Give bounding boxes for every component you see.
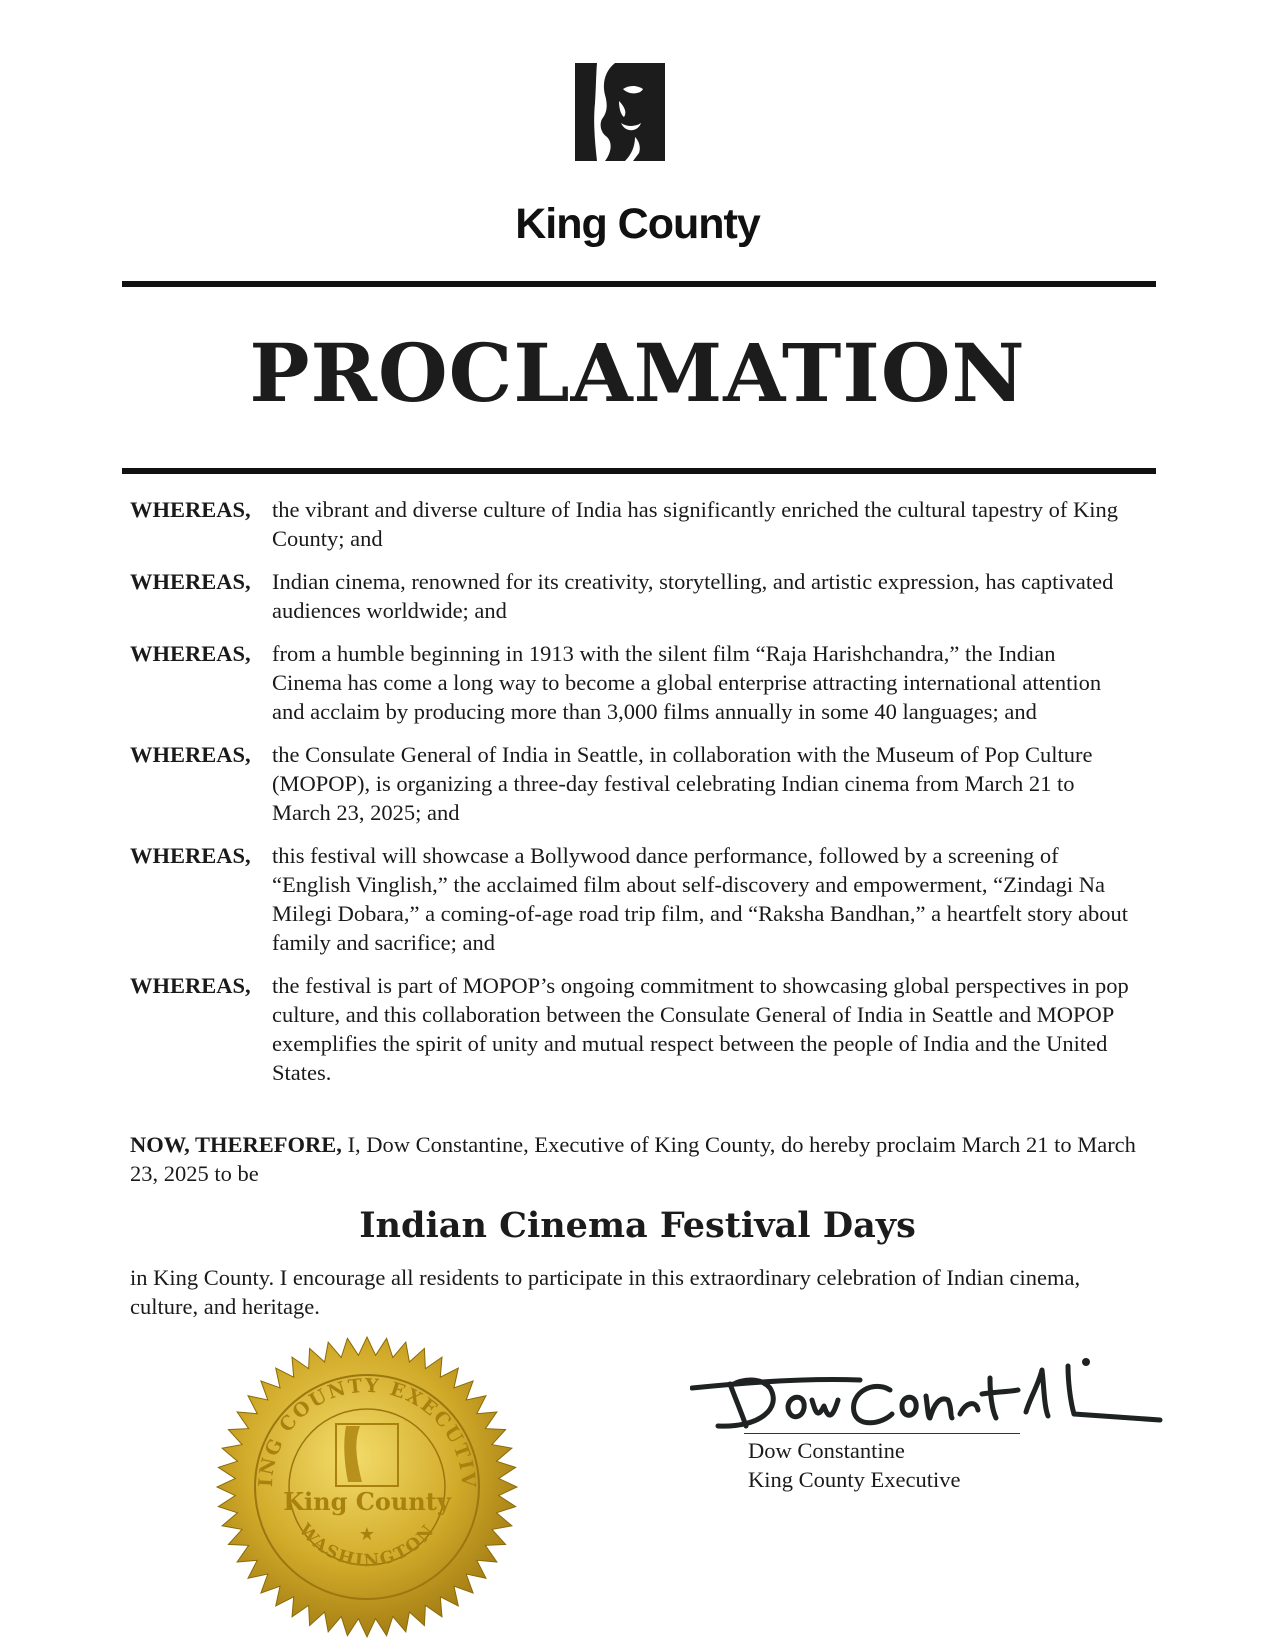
page-title: PROCLAMATION xyxy=(249,326,1026,420)
top-divider xyxy=(122,281,1156,287)
clause xyxy=(130,567,1130,625)
closing-text: in King County. I encourage all residents to participate in this extraordinary celebration of Indian cinema, culture, and heritage. xyxy=(130,1265,1081,1319)
gold-seal-icon xyxy=(212,1332,522,1642)
brand-name: King County xyxy=(515,200,760,248)
signature-line xyxy=(744,1433,1020,1434)
whereas-clauses xyxy=(130,495,1130,1101)
signer-name: Dow Constantine xyxy=(748,1438,905,1463)
king-county-logo xyxy=(575,63,665,161)
clause-body: Indian cinema, renowned for its creativity, storytelling, and artistic expression, has captivated audiences worldwide; and xyxy=(272,569,1114,623)
event-name: Indian Cinema Festival Days xyxy=(359,1205,916,1246)
gold-seal xyxy=(212,1332,522,1642)
clause xyxy=(130,971,1130,1087)
seal-star-glyph: ★ xyxy=(358,1524,376,1545)
clause-lead: WHEREAS, xyxy=(130,569,251,594)
clause-body: this festival will showcase a Bollywood dance performance, followed by a screening of “English Vinglish,” the acclaimed film about self-discovery and empowerment, “Zindagi Na Milegi Dobara,” a coming-of-age road trip film, and “Raksha Bandhan,” a heartfelt story about family and sacrifice; and xyxy=(272,843,1128,955)
seal-center-text: King County xyxy=(283,1487,451,1516)
clause xyxy=(130,841,1130,957)
clause xyxy=(130,740,1130,827)
clause-lead: WHEREAS, xyxy=(130,843,251,868)
king-county-mlk-logo-icon xyxy=(575,63,665,161)
signer-role: King County Executive xyxy=(748,1467,961,1492)
signer-block xyxy=(748,1436,960,1494)
clause xyxy=(130,639,1130,726)
proclamation-statement xyxy=(130,1130,1140,1188)
signature xyxy=(690,1350,1170,1440)
seal-top-text: ING COUNTY EXECUTIV xyxy=(254,1374,480,1490)
clause-lead: WHEREAS, xyxy=(130,973,251,998)
clause-body: from a humble beginning in 1913 with the silent film “Raja Harishchandra,” the Indian Cinema has come a long way to become a global enterprise attracting international attention and acclaim by producing more than 3,000 films annually in some 40 languages; and xyxy=(272,641,1102,724)
handwritten-signature-icon xyxy=(690,1350,1170,1440)
proclamation-lead: NOW, THEREFORE, xyxy=(130,1132,342,1157)
clause-body: the Consulate General of India in Seattle, in collaboration with the Museum of Pop Culture (MOPOP), is organizing a three-day festival celebrating Indian cinema from March 21 to March 23, 2025; and xyxy=(272,742,1093,825)
seal-bottom-text: WASHINGTON xyxy=(294,1520,440,1572)
clause-lead: WHEREAS, xyxy=(130,497,251,522)
clause-body: the festival is part of MOPOP’s ongoing commitment to showcasing global perspectives in pop culture, and this collaboration between the Consulate General of India in Seattle and MOPOP exemplifies the spirit of unity and mutual respect between the people of India and the United States. xyxy=(272,973,1129,1085)
clause-body: the vibrant and diverse culture of India has significantly enriched the cultural tapestry of King County; and xyxy=(272,497,1118,551)
proclamation-text: I, Dow Constantine, Executive of King County, do hereby proclaim March 21 to March 23, 2025 to be xyxy=(130,1132,1136,1186)
clause-lead: WHEREAS, xyxy=(130,742,251,767)
clause xyxy=(130,495,1130,553)
clause-lead: WHEREAS, xyxy=(130,641,251,666)
bottom-divider xyxy=(122,468,1156,474)
